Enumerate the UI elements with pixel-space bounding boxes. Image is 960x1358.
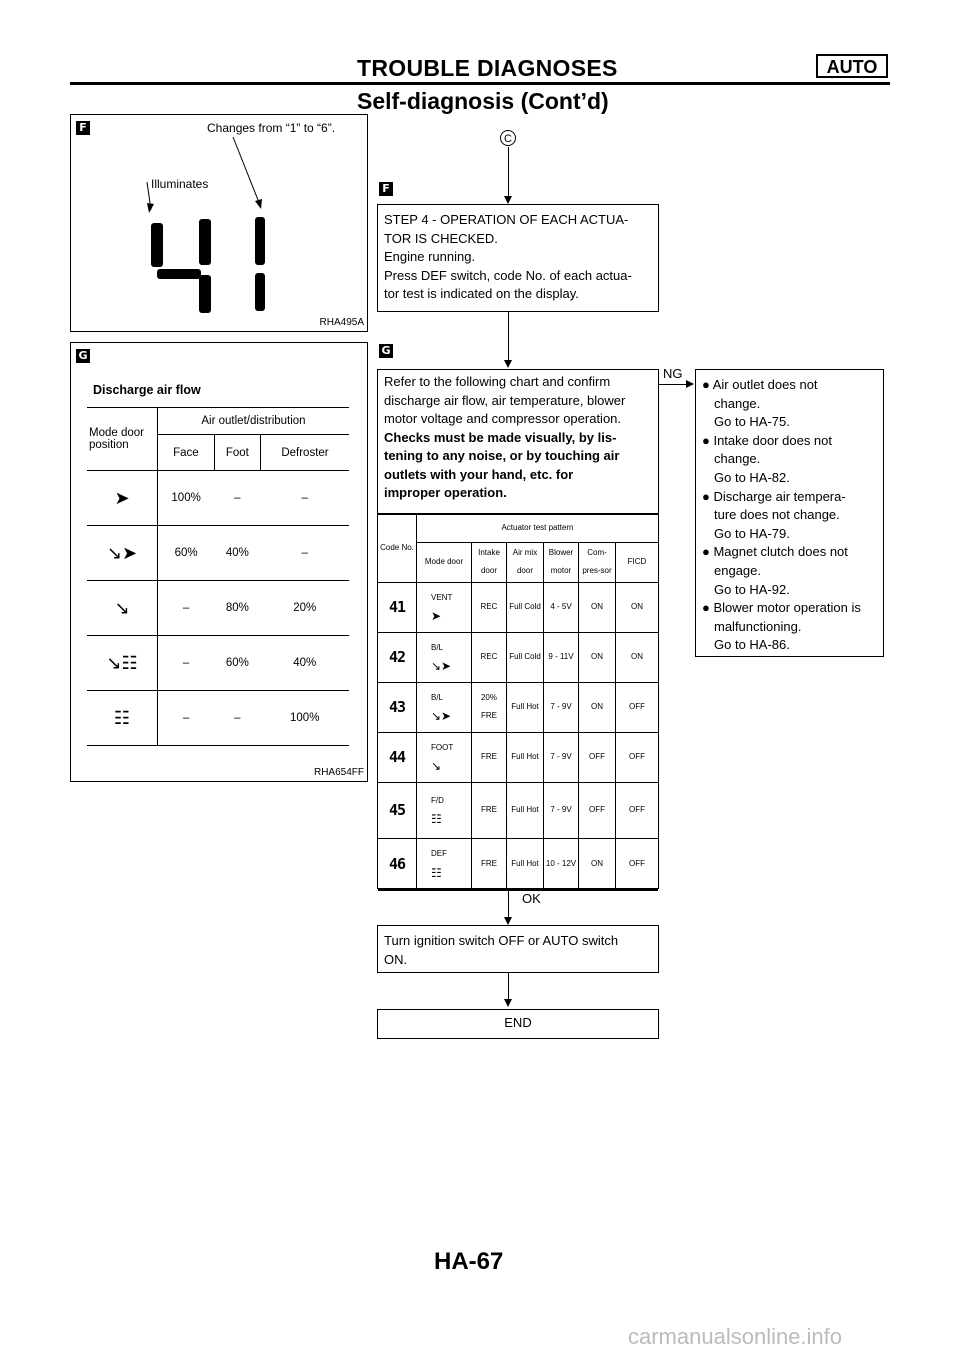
check-line: discharge air flow, air temperature, blower bbox=[384, 392, 626, 408]
step-tab-g: G bbox=[379, 344, 393, 358]
intake-cell: FRE bbox=[472, 782, 507, 838]
ficd-cell: OFF bbox=[616, 682, 659, 732]
header-rule bbox=[70, 82, 890, 85]
discharge-air-flow-panel bbox=[70, 342, 368, 782]
compressor-cell: ON bbox=[579, 632, 616, 682]
figure-tab-g: G bbox=[76, 349, 90, 363]
ng-item: ● Discharge air tempera- ture does not change. Go to HA-79. bbox=[702, 488, 846, 541]
mode-label: B/L bbox=[431, 692, 444, 702]
cell-defroster: – bbox=[260, 526, 349, 581]
foot-mode-icon: ↘ bbox=[87, 581, 158, 636]
col-foot: Foot bbox=[214, 435, 260, 471]
compressor-cell: OFF bbox=[579, 782, 616, 838]
cell-defroster: 40% bbox=[260, 636, 349, 691]
step4-line: tor test is indicated on the display. bbox=[384, 286, 579, 301]
flow-line bbox=[508, 147, 509, 197]
compressor-cell: ON bbox=[579, 582, 616, 632]
col-blower-motor: Blower motor bbox=[544, 542, 579, 582]
connector-c: C bbox=[500, 130, 516, 146]
group-header: Actuator test pattern bbox=[417, 514, 659, 542]
mode-label: DEF bbox=[431, 849, 447, 859]
flow-arrow bbox=[504, 917, 512, 925]
actuator-test-table bbox=[378, 513, 658, 891]
cell-defroster: – bbox=[260, 471, 349, 526]
check-bold-line: outlets with your hand, etc. for bbox=[384, 466, 574, 482]
cell-face: 100% bbox=[158, 471, 215, 526]
code-cell: 44 bbox=[378, 732, 417, 782]
step4-line: STEP 4 - OPERATION OF EACH ACTUA- bbox=[384, 212, 629, 227]
mode-label: FOOT bbox=[431, 742, 454, 752]
check-bold-line: improper operation. bbox=[384, 485, 507, 500]
page-number: HA-67 bbox=[434, 1248, 504, 1275]
code-cell: 46 bbox=[378, 838, 417, 890]
ng-item: ● Intake door does not change. Go to HA-82. bbox=[702, 432, 832, 485]
cell-face: 60% bbox=[158, 526, 215, 581]
outlet-header: Air outlet/distribution bbox=[158, 408, 350, 435]
code-cell: 43 bbox=[378, 682, 417, 732]
ficd-cell: OFF bbox=[616, 732, 659, 782]
intake-cell: FRE bbox=[472, 732, 507, 782]
flow-arrow bbox=[504, 999, 512, 1007]
col-mode-door: Mode door bbox=[417, 542, 472, 582]
cell-face: – bbox=[158, 636, 215, 691]
final-step-box bbox=[377, 925, 659, 973]
figure-caption-f: RHA495A bbox=[319, 317, 364, 328]
flow-arrow bbox=[504, 360, 512, 368]
blower-cell: 10 - 12V bbox=[544, 838, 579, 890]
ficd-cell: OFF bbox=[616, 782, 659, 838]
code-cell: 45 bbox=[378, 782, 417, 838]
airmix-cell: Full Hot bbox=[507, 838, 544, 890]
cell-defroster: 20% bbox=[260, 581, 349, 636]
compressor-cell: OFF bbox=[579, 732, 616, 782]
mode-cell bbox=[417, 582, 472, 632]
cell-foot: – bbox=[214, 691, 260, 746]
cell-foot: 80% bbox=[214, 581, 260, 636]
col-intake-door: Intake door bbox=[472, 542, 507, 582]
vent-mode-icon: ➤ bbox=[431, 609, 442, 623]
airmix-cell: Full Cold bbox=[507, 582, 544, 632]
flow-line bbox=[508, 889, 509, 919]
vent-mode-icon: ➤ bbox=[87, 471, 158, 526]
segment-digit-1 bbox=[251, 215, 281, 315]
mode-cell bbox=[417, 732, 472, 782]
ficd-cell: ON bbox=[616, 582, 659, 632]
discharge-title: Discharge air flow bbox=[93, 383, 201, 397]
watermark: carmanualsonline.info bbox=[628, 1324, 843, 1349]
mode-cell bbox=[417, 682, 472, 732]
compressor-cell: ON bbox=[579, 682, 616, 732]
illuminates-label: Illuminates bbox=[151, 177, 209, 191]
blower-cell: 4 - 5V bbox=[544, 582, 579, 632]
mode-cell bbox=[417, 838, 472, 890]
figure-display-panel bbox=[70, 114, 368, 332]
airmix-cell: Full Hot bbox=[507, 732, 544, 782]
col-air-mix-door: Air mix door bbox=[507, 542, 544, 582]
blower-cell: 7 - 9V bbox=[544, 782, 579, 838]
ng-item: ● Magnet clutch does not engage. Go to HA-92. bbox=[702, 544, 848, 597]
final-line: ON. bbox=[384, 951, 408, 967]
ng-arrow bbox=[686, 380, 694, 388]
bilevel-mode-icon: ↘➤ bbox=[431, 659, 452, 673]
ficd-cell: OFF bbox=[616, 838, 659, 890]
flow-line bbox=[508, 973, 509, 1001]
leader-lines bbox=[71, 115, 369, 333]
final-line: Turn ignition switch OFF or AUTO switch bbox=[384, 933, 619, 948]
check-line: motor voltage and compressor operation. bbox=[384, 411, 622, 426]
airmix-cell: Full Hot bbox=[507, 682, 544, 732]
figure-caption-g: RHA654FF bbox=[313, 767, 364, 778]
defrost-mode-icon: ☷ bbox=[431, 865, 442, 880]
intake-cell: REC bbox=[472, 582, 507, 632]
segment-digit-4 bbox=[149, 215, 219, 315]
ng-line bbox=[659, 384, 687, 385]
section-subtitle: Self-diagnosis (Cont’d) bbox=[357, 88, 609, 114]
mode-cell bbox=[417, 632, 472, 682]
foot-mode-icon: ↘ bbox=[431, 759, 442, 773]
step4-line: Press DEF switch, code No. of each actua- bbox=[384, 267, 632, 283]
ng-label: NG bbox=[663, 366, 683, 381]
code-header: Code No. bbox=[378, 514, 417, 582]
cell-foot: – bbox=[214, 471, 260, 526]
blower-cell: 9 - 11V bbox=[544, 632, 579, 682]
compressor-cell: ON bbox=[579, 838, 616, 890]
mode-label: F/D bbox=[431, 795, 444, 805]
section-badge: AUTO bbox=[816, 54, 888, 78]
col-face: Face bbox=[158, 435, 215, 471]
step4-box bbox=[377, 204, 659, 312]
col-compressor: Com-pres-sor bbox=[579, 542, 616, 582]
cell-foot: 40% bbox=[214, 526, 260, 581]
cell-face: – bbox=[158, 691, 215, 746]
cell-defroster: 100% bbox=[260, 691, 349, 746]
check-line: Refer to the following chart and confirm bbox=[384, 374, 611, 389]
col-ficd: FICD bbox=[616, 542, 659, 582]
step-tab-f: F bbox=[379, 182, 393, 196]
blower-cell: 7 - 9V bbox=[544, 682, 579, 732]
check-bold-line: Checks must be made visually, by lis- bbox=[384, 429, 617, 445]
airmix-cell: Full Hot bbox=[507, 782, 544, 838]
code-cell: 42 bbox=[378, 632, 417, 682]
cell-face: – bbox=[158, 581, 215, 636]
bilevel-mode-icon: ↘➤ bbox=[87, 526, 158, 581]
intake-cell: 20% FRE bbox=[472, 682, 507, 732]
foot-defrost-mode-icon: ↘☷ bbox=[87, 636, 158, 691]
mode-label: VENT bbox=[431, 592, 453, 602]
ng-item: ● Blower motor operation is malfunctioning. Go to HA-86. bbox=[702, 600, 861, 653]
code-cell: 41 bbox=[378, 582, 417, 632]
ficd-cell: ON bbox=[616, 632, 659, 682]
discharge-table bbox=[87, 407, 349, 746]
mode-cell bbox=[417, 782, 472, 838]
mode-header: Mode door position bbox=[87, 408, 158, 471]
step4-line: TOR IS CHECKED. bbox=[384, 230, 498, 246]
defrost-mode-icon: ☷ bbox=[87, 691, 158, 746]
bilevel-mode-icon: ↘➤ bbox=[431, 709, 452, 723]
col-defroster: Defroster bbox=[260, 435, 349, 471]
ng-box bbox=[695, 369, 884, 657]
cell-foot: 60% bbox=[214, 636, 260, 691]
foot-defrost-mode-icon: ☷ bbox=[431, 812, 442, 826]
blower-cell: 7 - 9V bbox=[544, 732, 579, 782]
check-bold-line: tening to any noise, or by touching air bbox=[384, 448, 620, 463]
intake-cell: REC bbox=[472, 632, 507, 682]
end-box: END bbox=[377, 1009, 659, 1039]
section-title: TROUBLE DIAGNOSES bbox=[357, 55, 618, 81]
intake-cell: FRE bbox=[472, 838, 507, 890]
airmix-cell: Full Cold bbox=[507, 632, 544, 682]
step4-line: Engine running. bbox=[384, 249, 476, 264]
check-box bbox=[377, 369, 659, 889]
ok-label: OK bbox=[522, 891, 541, 906]
ng-item: ● Air outlet does not change. Go to HA-75. bbox=[702, 377, 818, 430]
figure-tab-f: F bbox=[76, 121, 90, 135]
flow-arrow bbox=[504, 196, 512, 204]
changes-label: Changes from “1” to “6”. bbox=[207, 121, 336, 135]
mode-label: B/L bbox=[431, 642, 444, 652]
flow-line bbox=[508, 312, 509, 362]
